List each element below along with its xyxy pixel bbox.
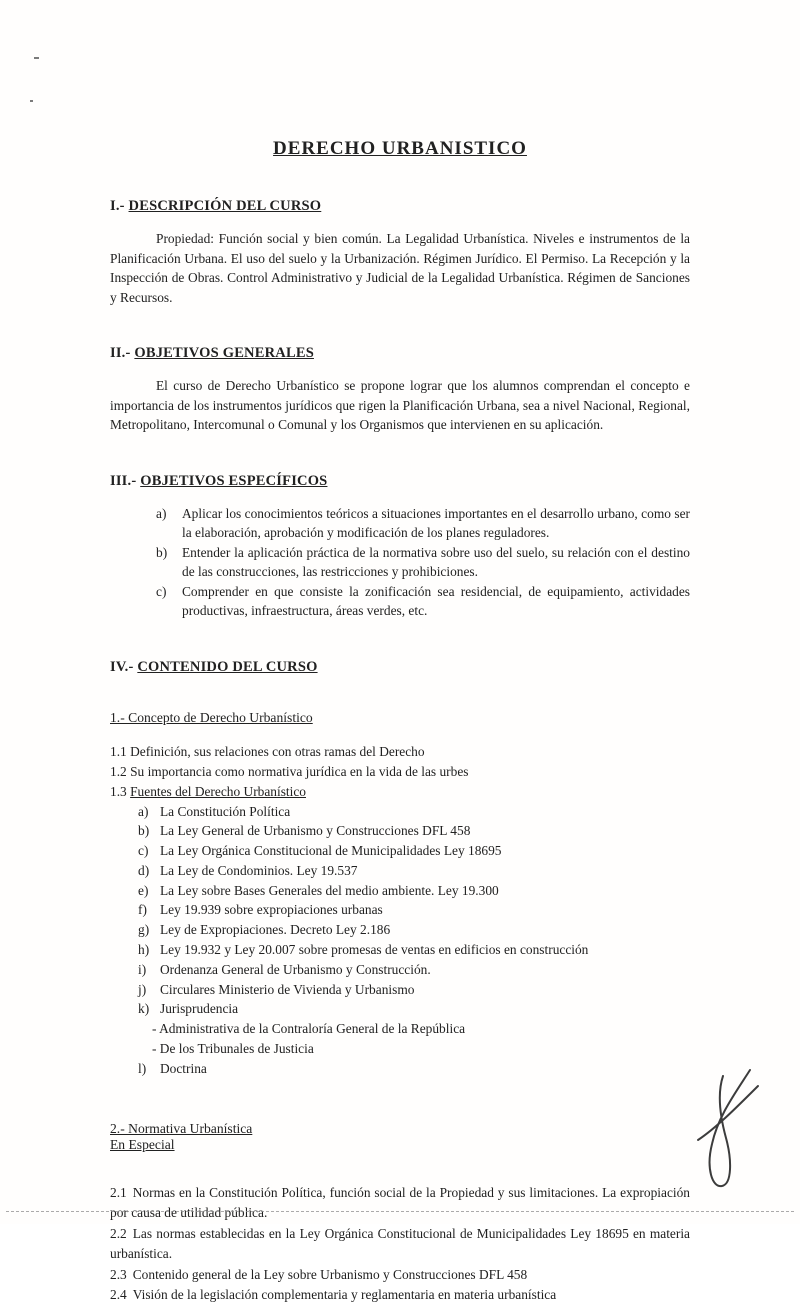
item-marker: 2.3 [110,1266,127,1282]
item-text: Normas en la Constitución Política, función social de la Propiedad y sus limitaciones. La expropiación por causa de utilidad pública. [110,1184,690,1221]
list-item-marker: k) [138,1001,150,1017]
list-item-marker: l) [138,1060,147,1076]
list-item-text: Circulares Ministerio de Vivienda y Urbanismo [160,981,415,997]
topic-1-heading: 1.- Concepto de Derecho Urbanístico [110,709,313,725]
list-item-marker: f) [138,902,147,918]
topic-2-heading-line2: En Especial [110,1136,175,1152]
list-item [138,980,690,1000]
section-descripcion-paragraph: Propiedad: Función social y bien común. La Legalidad Urbanística. Niveles e instrumentos de la Planificación Urbana. El uso del suelo y la Urbanización. Régimen Jurídico. El Permiso. La Recepción y la Inspección de Obras. Control Administrativo y Judicial de la Legalidad Urbanística. Régimen de Sanciones y Recursos. [110,231,690,305]
list-item-text: Comprender en que consiste la zonificación sea residencial, de equipamiento, actividades productivas, infraestructura, áreas verdes, etc. [182,583,690,618]
objectives-list [156,504,690,621]
point-marker: 1.3 [110,783,127,799]
list-item-marker: b) [138,823,150,839]
handwritten-signature-mark [692,1064,764,1196]
list-item-marker: e) [138,882,149,898]
list-item [138,960,690,980]
topic-2-item [110,1224,690,1265]
list-item-text: Entender la aplicación práctica de la normativa sobre uso del suelo, su relación con el destino de las construcciones, las restricciones y prohibiciones. [182,544,690,579]
section-number: III.- [110,472,137,489]
list-item-marker: g) [138,922,150,938]
list-item-text: Ley 19.932 y Ley 20.007 sobre promesas de ventas en edificios en construcción [160,942,589,958]
list-item-marker: c) [156,583,167,599]
topic-2-item [110,1265,690,1286]
item-marker: 2.2 [110,1225,127,1241]
list-item [156,504,690,543]
list-item-text: Doctrina [160,1060,207,1076]
item-text: Visión de la legislación complementaria y reglamentaria en materia urbanística [132,1287,557,1303]
topic-1-points [110,742,690,802]
list-item [156,582,690,621]
point-1-3 [110,782,690,802]
list-item [156,543,690,582]
section-number: II.- [110,345,131,361]
list-item-text: La Constitución Política [160,803,291,819]
section-heading-descripcion [110,198,690,215]
section-label: CONTENIDO DEL CURSO [137,658,318,675]
section-heading-contenido [110,659,690,676]
list-item-text: La Ley sobre Bases Generales del medio ambiente. Ley 19.300 [160,882,499,898]
list-item [138,841,690,861]
point-1-1: 1.1 Definición, sus relaciones con otras ramas del Derecho [110,743,425,759]
item-marker: 2.4 [110,1287,127,1303]
topic-2 [110,1121,690,1306]
topic-2-items [110,1183,690,1306]
section-number: IV.- [110,658,134,675]
list-item-marker: d) [138,862,150,878]
point-label: Fuentes del Derecho Urbanístico [130,783,306,799]
list-item-text: La Ley General de Urbanismo y Construcciones DFL 458 [160,823,471,839]
item-marker: 2.1 [110,1184,127,1200]
section-label: OBJETIVOS ESPECÍFICOS [140,472,328,489]
topic-2-item [110,1285,690,1306]
list-item-marker: a) [156,505,167,521]
list-item [138,999,690,1019]
list-item-marker: i) [138,961,147,977]
list-item [138,881,690,901]
section-label: DESCRIPCIÓN DEL CURSO [128,198,322,214]
section-label: OBJETIVOS GENERALES [134,345,314,361]
list-item-text: Jurisprudencia [160,1001,239,1017]
scan-artifact [34,57,39,59]
list-item [138,821,690,841]
list-item-text: La Ley Orgánica Constitucional de Municipalidades Ley 18695 [160,843,502,859]
list-item-text: Ley 19.939 sobre expropiaciones urbanas [160,902,383,918]
list-item-marker: a) [138,803,149,819]
item-text: Contenido general de la Ley sobre Urbanismo y Construcciones DFL 458 [132,1266,528,1282]
section-objetivos-generales-paragraph: El curso de Derecho Urbanístico se propone lograr que los alumnos comprendan el concepto e importancia de los instrumentos jurídicos que rigen la Planificación Urbana, sea a nivel Nacional, Regional, Metropolitano, Intercomunal o Comunal y los Organismos que intervienen en su aplicación. [110,378,690,432]
page-title [110,138,690,160]
list-item [138,900,690,920]
list-item [138,920,690,940]
section-heading-objetivos-especificos [110,473,690,490]
jurisprudencia-sub-item: - De los Tribunales de Justicia [152,1041,314,1057]
page-title-text: DERECHO URBANISTICO [273,138,527,159]
list-item [138,940,690,960]
list-item-marker: j) [138,981,147,997]
list-item-marker: c) [138,843,149,859]
list-item-text: Ordenanza General de Urbanismo y Construcción. [160,961,431,977]
item-text: Las normas establecidas en la Ley Orgánica Constitucional de Municipalidades Ley 18695 en materia urbanística. [110,1225,690,1262]
topic-2-heading-line1: 2.- Normativa Urbanística [110,1120,253,1136]
section-number: I.- [110,198,125,214]
list-item-text: Ley de Expropiaciones. Decreto Ley 2.186 [160,922,391,938]
scan-artifact [30,100,33,102]
point-1-2: 1.2 Su importancia como normativa jurídica en la vida de las urbes [110,763,469,779]
list-item [138,861,690,881]
sources-list [138,802,690,1079]
list-item-text: Aplicar los conocimientos teóricos a situaciones importantes en el desarrollo urbano, como ser la elaboración, aprobación y modificación de los planes reguladores. [182,505,690,540]
list-item-marker: b) [156,544,168,560]
list-item-text: La Ley de Condominios. Ley 19.537 [160,862,358,878]
scan-edge-line [6,1211,794,1212]
list-item [138,802,690,822]
topic-2-item [110,1183,690,1224]
list-item-marker: h) [138,942,150,958]
list-item [138,1059,690,1079]
section-heading-objetivos-generales [110,345,690,362]
jurisprudencia-sub-item: - Administrativa de la Contraloría General de la República [152,1021,466,1037]
